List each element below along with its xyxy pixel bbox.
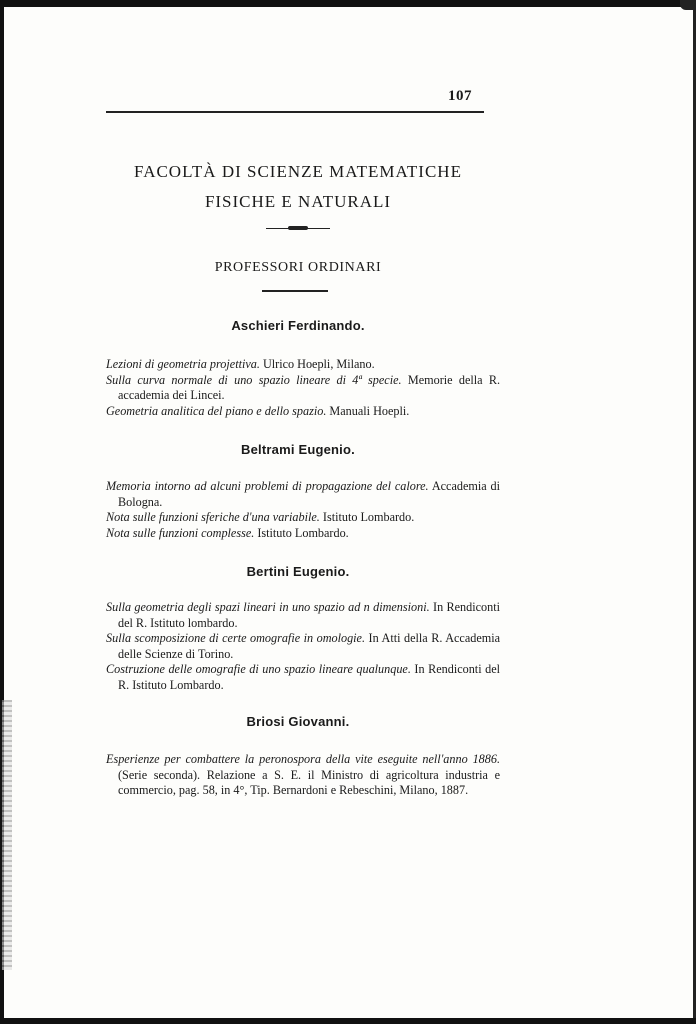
section-title: PROFESSORI ORDINARI (214, 260, 382, 275)
work-title: Geometria analitica del piano e dello spazio. (106, 403, 327, 418)
works-list (106, 600, 500, 693)
works-list (106, 357, 500, 419)
work-entry (106, 631, 500, 662)
work-entry (106, 479, 500, 510)
work-entry (106, 404, 500, 420)
work-title: Esperienze per combattere la peronospora della vite eseguite nell'anno 1886. (106, 752, 500, 766)
work-details: Accademia di Bologna. (118, 479, 501, 509)
works-list (106, 752, 500, 799)
binding-shadow (2, 700, 12, 970)
faculty-title (100, 157, 496, 217)
work-details: Manuali Hoepli. (329, 403, 410, 418)
decorative-ornament (266, 226, 330, 230)
work-details: Memorie della R. accademia dei Lincei. (118, 372, 501, 402)
work-details: (Serie seconda). Relazione a S. E. il Ministro di agricoltura industria e commercio, pag. 58, in 4°, Tip. Bernardoni e Rebeschini, Milano, 1887. (118, 767, 500, 797)
work-details: Ulrico Hoepli, Milano. (262, 357, 375, 371)
work-title: Lezioni di geometria projettiva. (106, 357, 260, 371)
faculty-title-line-1: FACOLTÀ DI SCIENZE MATEMATICHE (134, 162, 462, 181)
work-entry (106, 373, 500, 404)
work-details: In Atti della R. Accademia delle Scienze di Torino. (118, 631, 501, 661)
professor-name: Beltrami Eugenio. (241, 442, 355, 457)
work-entry (106, 510, 500, 526)
works-list (106, 479, 500, 541)
page-top-border (0, 0, 696, 7)
faculty-title-line-2: FISICHE E NATURALI (204, 192, 392, 211)
page-bottom-border (0, 1018, 696, 1024)
work-details: Istituto Lombardo. (257, 525, 349, 540)
work-details: In Rendiconti del R. Istituto Lombardo. (118, 662, 501, 692)
work-details: Istituto Lombardo. (322, 510, 415, 524)
work-entry (106, 600, 500, 631)
work-title: Sulla curva normale di uno spazio lineare di 4ª specie. (106, 372, 402, 387)
header-rule (106, 111, 484, 113)
work-entry (106, 526, 500, 542)
work-title: Sulla geometria degli spazi lineari in uno spazio ad n dimensioni. (106, 600, 430, 614)
work-title: Memoria intorno ad alcuni problemi di propagazione del calore. (106, 479, 429, 493)
professor-name: Aschieri Ferdinando. (231, 318, 365, 333)
work-title: Sulla scomposizione di certe omografie in omologie. (106, 631, 366, 645)
work-entry (106, 357, 500, 373)
work-entry (106, 752, 500, 799)
work-title: Nota sulle funzioni complesse. (106, 525, 255, 540)
work-title: Nota sulle funzioni sferiche d'una variabile. (106, 510, 320, 524)
section-rule (262, 290, 328, 292)
professor-name: Bertini Eugenio. (246, 564, 350, 579)
work-title: Costruzione delle omografie di uno spazio lineare qualunque. (106, 662, 411, 676)
professor-name: Briosi Giovanni. (246, 714, 350, 729)
work-details: In Rendiconti del R. Istituto lombardo. (118, 600, 501, 630)
page-number: 107 (448, 88, 472, 104)
work-entry (106, 662, 500, 693)
